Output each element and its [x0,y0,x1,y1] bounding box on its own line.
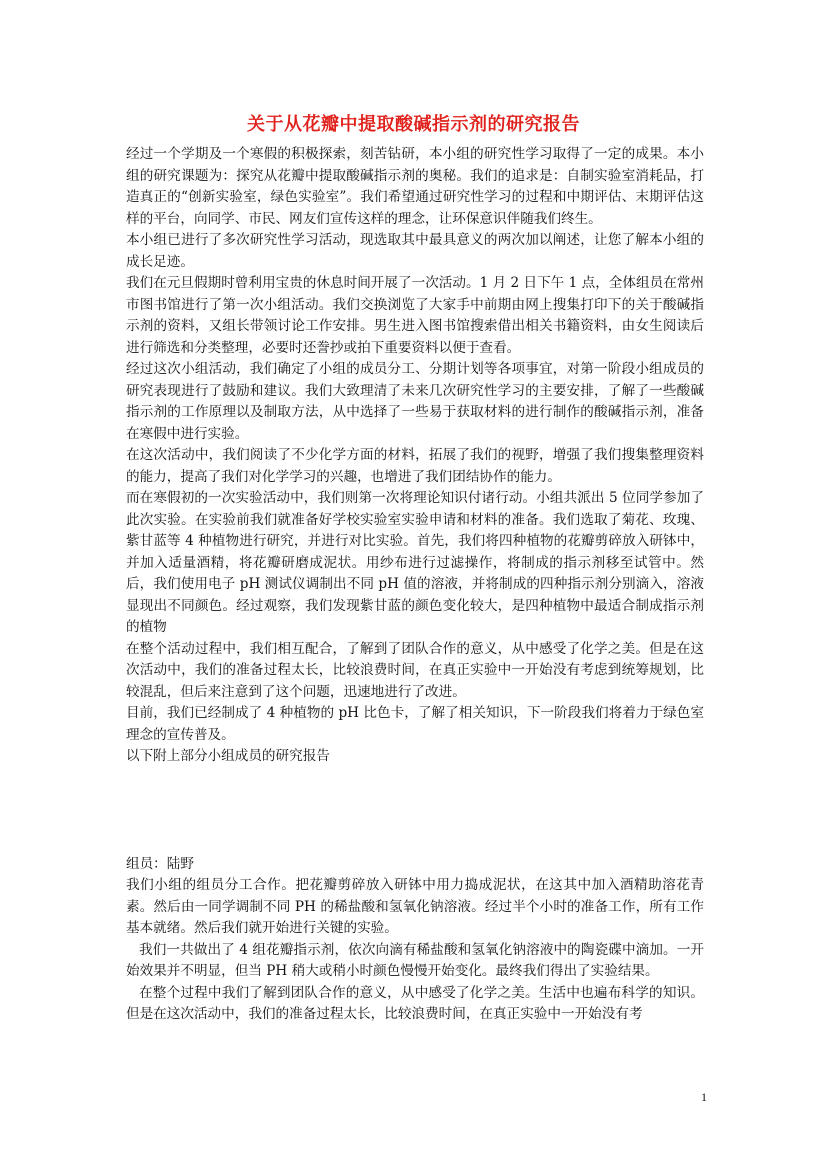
member-paragraph: 我们一共做出了 4 组花瓣指示剂，依次向滴有稀盐酸和氢氧化钠溶液中的陶瓷碟中滴加。一开始效果并不明显，但当 PH 稍大或稍小时颜色慢慢开始变化。最终我们得出了实验结果。 [126,941,704,979]
paragraph: 我们在元旦假期时曾利用宝贵的休息时间开展了一次活动。1 月 2 日下午 1 点，全体组员在常州市图书馆进行了第一次小组活动。我们交换浏览了大家手中前期由网上搜集打印下的关于酸碱指示剂的资料，又组长带领讨论工作安排。男生进入图书馆搜索借出相关书籍资料，由女生阅读后进行筛选和分类整理，必要时还誊抄或拍下重要资料以便于查看。 [126,275,704,356]
spacer [126,768,704,854]
paragraph: 经过这次小组活动，我们确定了小组的成员分工、分期计划等各项事宜，对第一阶段小组成员的研究表现进行了鼓励和建议。我们大致理清了未来几次研究性学习的主要安排，了解了一些酸碱指示剂的工作原理以及制取方法，从中选择了一些易于获取材料的进行制作的酸碱指示剂，准备在寒假中进行实验。 [126,361,704,442]
page-number: 1 [701,1090,707,1104]
member-paragraph: 在整个过程中我们了解到团队合作的意义，从中感受了化学之美。生活中也遍布科学的知识。但是在这次活动中，我们的准备过程太长，比较浪费时间，在真正实验中一开始没有考 [126,984,704,1022]
paragraph: 本小组已进行了多次研究性学习活动，现选取其中最具意义的两次加以阐述，让您了解本小组的成长足迹。 [126,232,704,270]
member-label: 组员：陆野 [126,855,194,872]
paragraph: 以下附上部分小组成员的研究报告 [126,748,330,764]
report-body [126,144,704,1026]
report-title: 关于从花瓣中提取酸碱指示剂的研究报告 [247,114,580,135]
paragraph: 而在寒假初的一次实验活动中，我们则第一次将理论知识付诸行动。小组共派出 5 位同学参加了此次实验。在实验前我们就准备好学校实验室实验申请和材料的准备。我们选取了菊花、玫瑰、紫甘蓝等 4 种植物进行研究，并进行对比实验。首先，我们将四种植物的花瓣剪碎放入研钵中，并加入适量酒精，将花瓣研磨成泥状。用纱布进行过滤操作，将制成的指示剂移至试管中。然后，我们使用电子 pH 测试仪调制出不同 pH 值的溶液，并将制成的四种指示剂分别滴入，溶液显现出不同颜色。经过观察，我们发现紫甘蓝的颜色变化较大，是四种植物中最适合制成指示剂的植物 [126,490,704,635]
paragraph: 目前，我们已经制成了 4 种植物的 pH 比色卡，了解了相关知识，下一阶段我们将着力于绿色室理念的宣传普及。 [126,705,704,743]
paragraph: 在整个活动过程中，我们相互配合，了解到了团队合作的意义，从中感受了化学之美。但是在这次活动中，我们的准备过程太长，比较浪费时间，在真正实验中一开始没有考虑到统筹规划，比较混乱，但后来注意到了这个问题，迅速地进行了改进。 [126,640,704,700]
member-paragraph: 我们小组的组员分工合作。把花瓣剪碎放入研钵中用力捣成泥状，在这其中加入酒精助溶花青素。然后由一同学调制不同 PH 的稀盐酸和氢氧化钠溶液。经过半个小时的准备工作，所有工作基本就绪。然后我们就开始进行关键的实验。 [126,877,704,936]
paragraph: 经过一个学期及一个寒假的积极探索，刻苦钻研，本小组的研究性学习取得了一定的成果。本小组的研究课题为：探究从花瓣中提取酸碱指示剂的奥秘。我们的追求是：自制实验室消耗品，打造真正的“创新实验室，绿色实验室”。我们希望通过研究性学习的过程和中期评估、末期评估这样的平台，向同学、市民、网友们宣传这样的理念，让环保意识伴随我们终生。 [126,146,704,227]
paragraph: 在这次活动中，我们阅读了不少化学方面的材料，拓展了我们的视野，增强了我们搜集整理资料的能力，提高了我们对化学学习的兴趣，也增进了我们团结协作的能力。 [126,447,704,485]
